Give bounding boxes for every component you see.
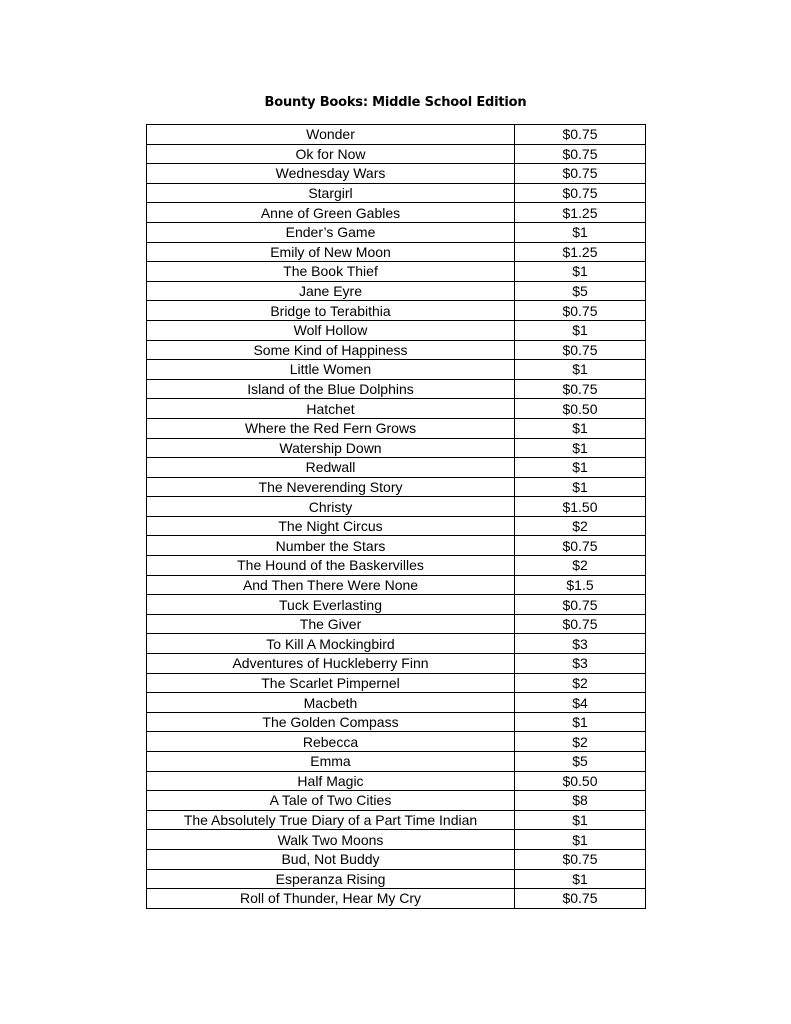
- book-price-cell: $0.75: [515, 340, 646, 360]
- book-title-cell: The Giver: [147, 614, 515, 634]
- book-price-cell: $5: [515, 752, 646, 772]
- book-title-cell: Emma: [147, 752, 515, 772]
- book-title-cell: Ok for Now: [147, 144, 515, 164]
- book-title-cell: Christy: [147, 497, 515, 517]
- book-title-cell: To Kill A Mockingbird: [147, 634, 515, 654]
- book-title-cell: And Then There Were None: [147, 575, 515, 595]
- table-row: [147, 379, 646, 399]
- table-row: [147, 262, 646, 282]
- book-price-cell: $1: [515, 869, 646, 889]
- book-price-cell: $1: [515, 418, 646, 438]
- table-row: [147, 497, 646, 517]
- book-title-cell: Anne of Green Gables: [147, 203, 515, 223]
- table-row: [147, 458, 646, 478]
- book-title-cell: Half Magic: [147, 771, 515, 791]
- book-price-cell: $1: [515, 438, 646, 458]
- book-title-cell: Roll of Thunder, Hear My Cry: [147, 889, 515, 909]
- book-title-cell: Wonder: [147, 125, 515, 145]
- table-row: [147, 889, 646, 909]
- book-title-cell: The Absolutely True Diary of a Part Time Indian: [147, 810, 515, 830]
- book-price-cell: $0.75: [515, 536, 646, 556]
- book-title-cell: Esperanza Rising: [147, 869, 515, 889]
- book-price-cell: $2: [515, 673, 646, 693]
- book-title-cell: Emily of New Moon: [147, 242, 515, 262]
- table-row: [147, 183, 646, 203]
- book-title-cell: Little Women: [147, 360, 515, 380]
- table-row: [147, 556, 646, 576]
- table-row: [147, 164, 646, 184]
- table-row: [147, 732, 646, 752]
- table-row: [147, 634, 646, 654]
- book-price-cell: $5: [515, 281, 646, 301]
- table-row: [147, 575, 646, 595]
- book-price-cell: $1: [515, 360, 646, 380]
- table-row: [147, 536, 646, 556]
- book-title-cell: Wolf Hollow: [147, 320, 515, 340]
- book-title-cell: The Night Circus: [147, 516, 515, 536]
- book-title-cell: Redwall: [147, 458, 515, 478]
- book-title-cell: Tuck Everlasting: [147, 595, 515, 615]
- book-title-cell: Walk Two Moons: [147, 830, 515, 850]
- book-title-cell: The Neverending Story: [147, 477, 515, 497]
- book-price-cell: $3: [515, 634, 646, 654]
- book-title-cell: The Book Thief: [147, 262, 515, 282]
- book-price-cell: $0.75: [515, 183, 646, 203]
- book-title-cell: Bridge to Terabithia: [147, 301, 515, 321]
- book-title-cell: Watership Down: [147, 438, 515, 458]
- table-row: [147, 595, 646, 615]
- table-row: [147, 418, 646, 438]
- table-row: [147, 203, 646, 223]
- book-title-cell: Jane Eyre: [147, 281, 515, 301]
- book-title-cell: The Hound of the Baskervilles: [147, 556, 515, 576]
- table-row: [147, 849, 646, 869]
- book-price-cell: $1: [515, 222, 646, 242]
- table-row: [147, 830, 646, 850]
- table-row: [147, 340, 646, 360]
- book-title-cell: Where the Red Fern Grows: [147, 418, 515, 438]
- book-price-cell: $8: [515, 791, 646, 811]
- book-title-cell: The Golden Compass: [147, 712, 515, 732]
- book-price-cell: $0.75: [515, 849, 646, 869]
- book-price-cell: $1: [515, 477, 646, 497]
- table-row: [147, 693, 646, 713]
- table-row: [147, 125, 646, 145]
- book-price-cell: $2: [515, 516, 646, 536]
- book-title-cell: The Scarlet Pimpernel: [147, 673, 515, 693]
- book-title-cell: Ender’s Game: [147, 222, 515, 242]
- table-row: [147, 144, 646, 164]
- book-price-cell: $0.75: [515, 125, 646, 145]
- book-price-cell: $0.75: [515, 614, 646, 634]
- table-row: [147, 477, 646, 497]
- book-title-cell: Number the Stars: [147, 536, 515, 556]
- book-price-cell: $1: [515, 262, 646, 282]
- book-title-cell: Some Kind of Happiness: [147, 340, 515, 360]
- book-title-cell: Island of the Blue Dolphins: [147, 379, 515, 399]
- table-row: [147, 712, 646, 732]
- book-price-cell: $1: [515, 712, 646, 732]
- table-row: [147, 222, 646, 242]
- book-price-cell: $1.50: [515, 497, 646, 517]
- book-title-cell: Adventures of Huckleberry Finn: [147, 654, 515, 674]
- table-row: [147, 399, 646, 419]
- book-price-cell: $1: [515, 830, 646, 850]
- book-title-cell: Rebecca: [147, 732, 515, 752]
- table-row: [147, 654, 646, 674]
- page-title: Bounty Books: Middle School Edition: [264, 95, 527, 110]
- table-row: [147, 810, 646, 830]
- book-price-table-body: [147, 125, 646, 909]
- book-title-cell: Macbeth: [147, 693, 515, 713]
- book-title-cell: Stargirl: [147, 183, 515, 203]
- book-price-cell: $4: [515, 693, 646, 713]
- book-price-cell: $0.75: [515, 379, 646, 399]
- book-price-table: [146, 124, 646, 909]
- book-price-cell: $3: [515, 654, 646, 674]
- table-row: [147, 360, 646, 380]
- book-price-cell: $2: [515, 556, 646, 576]
- book-price-cell: $0.50: [515, 399, 646, 419]
- book-price-cell: $0.75: [515, 164, 646, 184]
- table-row: [147, 752, 646, 772]
- book-price-cell: $0.75: [515, 595, 646, 615]
- table-row: [147, 281, 646, 301]
- book-title-cell: Bud, Not Buddy: [147, 849, 515, 869]
- table-row: [147, 320, 646, 340]
- book-title-cell: A Tale of Two Cities: [147, 791, 515, 811]
- table-row: [147, 614, 646, 634]
- book-title-cell: Wednesday Wars: [147, 164, 515, 184]
- book-price-cell: $2: [515, 732, 646, 752]
- book-price-cell: $0.75: [515, 889, 646, 909]
- table-row: [147, 869, 646, 889]
- book-title-cell: Hatchet: [147, 399, 515, 419]
- table-row: [147, 771, 646, 791]
- table-row: [147, 791, 646, 811]
- table-row: [147, 242, 646, 262]
- table-row: [147, 301, 646, 321]
- table-row: [147, 516, 646, 536]
- book-price-cell: $0.75: [515, 301, 646, 321]
- book-price-cell: $1: [515, 810, 646, 830]
- book-price-cell: $1.25: [515, 242, 646, 262]
- book-price-cell: $0.75: [515, 144, 646, 164]
- book-price-cell: $1: [515, 458, 646, 478]
- table-row: [147, 438, 646, 458]
- table-row: [147, 673, 646, 693]
- book-price-cell: $0.50: [515, 771, 646, 791]
- book-price-cell: $1.25: [515, 203, 646, 223]
- book-price-cell: $1: [515, 320, 646, 340]
- book-price-cell: $1.5: [515, 575, 646, 595]
